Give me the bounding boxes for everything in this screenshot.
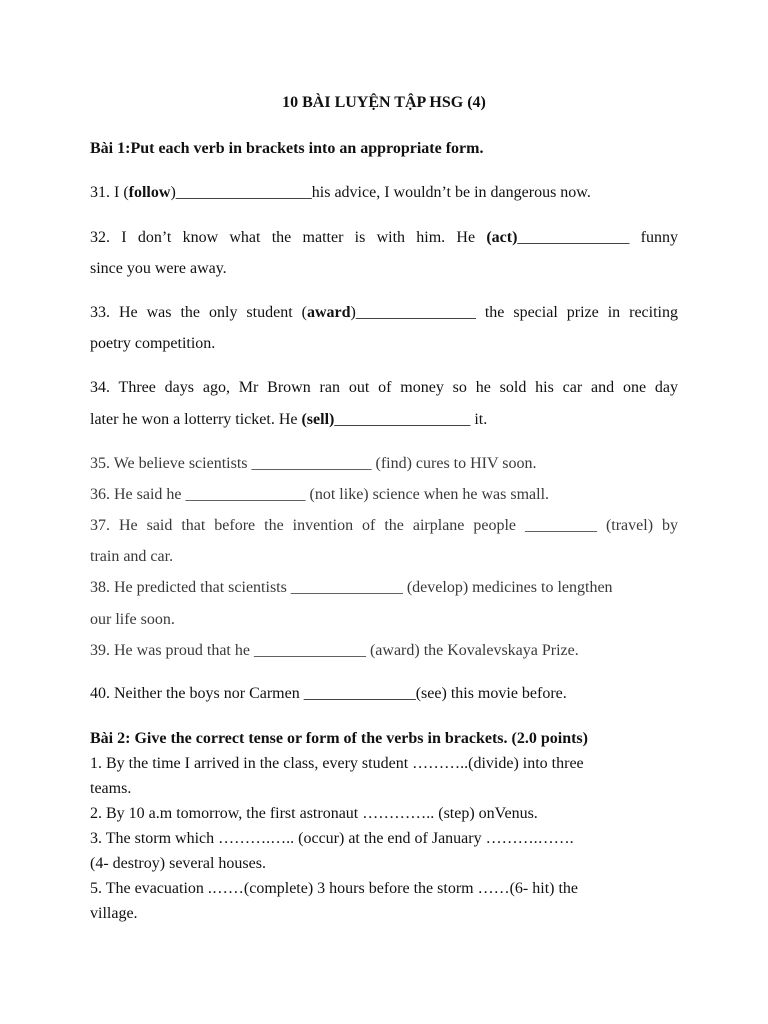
question-37-line-2: train and car.: [90, 548, 174, 565]
question-31: 31. I (follow)_________________his advice, I wouldn’t be in dangerous now.: [90, 184, 591, 201]
question-38-line-1: 38. He predicted that scientists ______________ (develop) medicines to lengthen: [90, 579, 613, 596]
question-32-line-1: 32. I don’t know what the matter is with him. He (act)______________ funny: [90, 229, 679, 246]
bai2-item-5-line-1: 5. The evacuation .……(complete) 3 hours before the storm ……(6- hit) the: [90, 880, 579, 897]
question-33-line-2: poetry competition.: [90, 335, 216, 352]
bai2-item-3-line-2: (4- destroy) several houses.: [90, 855, 266, 872]
question-36: 36. He said he _______________ (not like) science when he was small.: [90, 486, 550, 503]
question-40: 40. Neither the boys nor Carmen ______________(see) this movie before.: [90, 685, 567, 702]
question-37-line-1: 37. He said that before the invention of the airplane people _________ (travel) by: [90, 517, 678, 534]
bai2-item-3-line-1: 3. The storm which ……….….. (occur) at the end of January ……….…….: [90, 830, 574, 847]
bai2-item-1-line-1: 1. By the time I arrived in the class, every student ………..(divide) into three: [90, 755, 584, 772]
question-35: 35. We believe scientists _______________ (find) cures to HIV soon.: [90, 455, 537, 472]
bai2-item-5-line-2: village.: [90, 905, 138, 922]
bai2-item-1-line-2: teams.: [90, 780, 132, 797]
bai1-heading: Bài 1:Put each verb in brackets into an appropriate form.: [90, 140, 484, 157]
question-39: 39. He was proud that he ______________ (award) the Kovalevskaya Prize.: [90, 642, 579, 659]
question-38-line-2: our life soon.: [90, 611, 175, 628]
bai2-heading: Bài 2: Give the correct tense or form of the verbs in brackets. (2.0 points): [90, 730, 588, 747]
question-34-line-2: later he won a lotterry ticket. He (sell)_________________ it.: [90, 411, 488, 428]
question-33-line-1: 33. He was the only student (award)_______________ the special prize in reciting: [90, 304, 678, 321]
question-32-line-2: since you were away.: [90, 260, 227, 277]
bai2-item-2: 2. By 10 a.m tomorrow, the first astronaut ………….. (step) onVenus.: [90, 805, 538, 822]
question-34-line-1: 34. Three days ago, Mr Brown ran out of money so he sold his car and one day: [90, 379, 678, 396]
page-title: 10 BÀI LUYỆN TẬP HSG (4): [282, 94, 486, 111]
